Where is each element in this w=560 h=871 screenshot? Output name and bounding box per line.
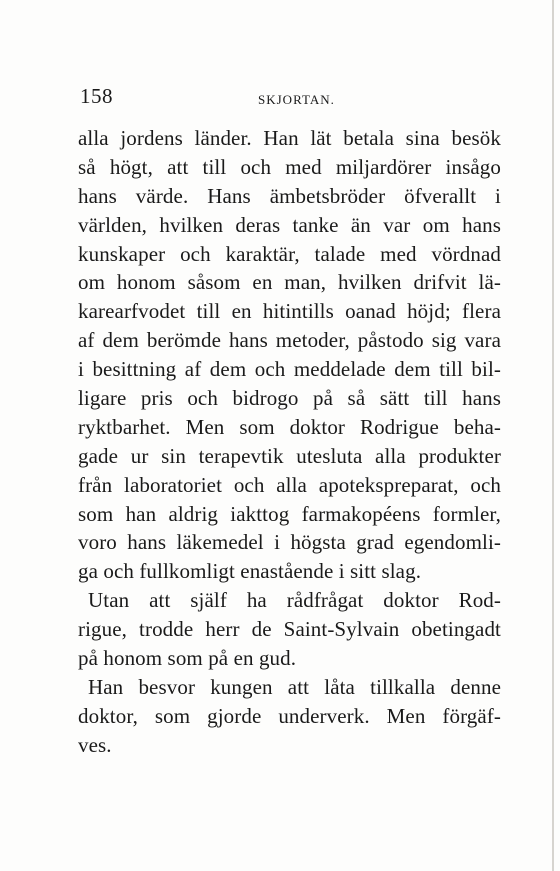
text-line: ryktbarhet. Men som doktor Rodrigue beha-: [78, 414, 501, 439]
text-line: voro hans läkemedel i högsta grad egendomli-: [78, 530, 501, 555]
text-line: världen, hvilken deras tanke än var om hans: [78, 212, 501, 237]
text-line: i besittning af dem och meddelade dem till bil-: [78, 357, 501, 382]
text-line: af dem berömde hans metoder, påstodo sig vara: [78, 328, 501, 353]
page-number: 158: [80, 84, 113, 108]
text-line: som han aldrig iakttog farmakopéens formler,: [78, 501, 501, 526]
text-line: från laboratoriet och alla apotekspreparat, och: [78, 472, 501, 497]
text-line: ves.: [78, 732, 112, 757]
text-line: kunskaper och karaktär, talade med vördnad: [78, 241, 501, 266]
text-line: hans värde. Hans ämbetsbröder öfverallt i: [78, 183, 501, 208]
text-line: gade ur sin terapevtik utesluta alla produkter: [78, 443, 501, 468]
text-line: alla jordens länder. Han lät betala sina besök: [78, 126, 501, 150]
text-line: om honom såsom en man, hvilken drifvit lä-: [78, 270, 501, 295]
body-text: [78, 124, 501, 760]
text-line: ligare pris och bidrogo på så sätt till hans: [78, 386, 501, 411]
running-head: SKJORTAN.: [258, 92, 335, 107]
text-line: rigue, trodde herr de Saint-Sylvain obetingadt: [78, 617, 501, 642]
page-edge-divider: [552, 0, 554, 871]
text-line: på honom som på en gud.: [78, 646, 297, 671]
text-line: karearfvodet till en hitintills oanad höjd; flera: [78, 299, 501, 324]
page-header: [80, 84, 500, 114]
text-line: Han besvor kungen att låta tillkalla denne: [88, 674, 501, 699]
text-line: så högt, att till och med miljardörer insågo: [78, 154, 501, 179]
text-line: ga och fullkomligt enastående i sitt slag.: [78, 559, 422, 584]
text-line: doktor, som gjorde underverk. Men förgäf-: [78, 703, 501, 728]
text-line: Utan att själf ha rådfrågat doktor Rod-: [88, 588, 501, 613]
